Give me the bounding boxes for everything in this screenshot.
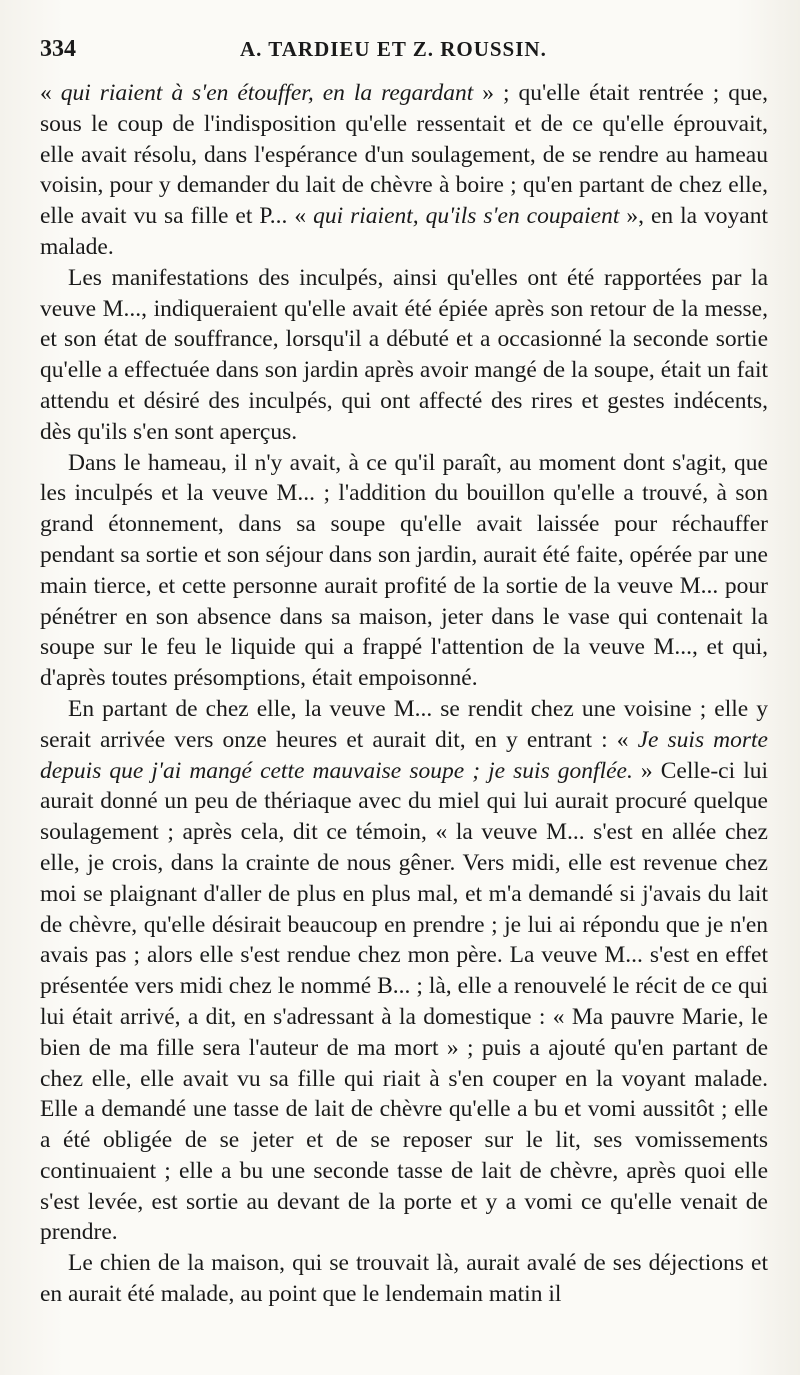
text-run: Dans le hameau, il n'y avait, à ce qu'il paraît, au moment dont s'agit, que les inculpés et la veuve M... ; l'addition du bouillon qu'elle a trouvé, à son grand étonnement, dans sa soupe qu'elle avait laissée pour réchauffer pendant sa sortie et son séjour dans son jardin, aurait été faite, opérée par une main tierce, et cette personne aurait profité de la sortie de la veuve M... pour pénétrer en son absence dans sa maison, jeter dans le vase qui contenait la soupe sur le feu le liquide qui a frappé l'attention de la veuve M..., et qui, d'après toutes présomptions, était empoisonné. bbox=[40, 449, 768, 692]
text-run: » Celle-ci lui aurait donné un peu de thériaque avec du miel qui lui aurait procuré quelque soulagement ; après cela, dit ce témoin, « la veuve M... s'est en allée chez elle, je crois, dans la crainte de nous gêner. Vers midi, elle est revenue chez moi se plaignant d'aller de plus en plus mal, et m'a demandé si j'avais du lait de chèvre, qu'elle désirait beaucoup en prendre ; je lui ai répondu que je n'en avais pas ; alors elle s'est rendue chez mon père. La veuve M... s'est en effet présentée vers midi chez le nommé B... ; là, elle a renouvelé le récit de ce qui lui était arrivé, a dit, en s'adressant à la domestique : « Ma pauvre Marie, le bien de ma fille sera l'auteur de ma mort » ; puis a ajouté qu'en partant de chez elle, elle avait vu sa fille qui riait à s'en couper en la voyant malade. Elle a demandé une tasse de lait de chèvre qu'elle a bu et vomi aussitôt ; elle a été obligée de se jeter et de se reposer sur le lit, ses vomissements continuaient ; elle a bu une seconde tasse de lait de chèvre, après quoi elle s'est levée, est sortie au devant de la porte et y a vomi ce qu'elle venait de prendre. bbox=[40, 757, 769, 1246]
paragraph bbox=[40, 78, 768, 263]
paragraph bbox=[40, 448, 768, 694]
italic-text-run: Je suis morte depuis que j'ai mangé cette mauvaise soupe ; je suis gonflée. bbox=[40, 726, 768, 784]
text-run: « bbox=[40, 80, 61, 106]
text-run: », en la voyant malade. bbox=[40, 203, 768, 260]
page-number: 334 bbox=[40, 36, 76, 62]
italic-text-run: qui riaient, qu'ils s'en coupaient bbox=[313, 203, 620, 230]
paragraph bbox=[40, 263, 768, 448]
text-run: Les manifestations des inculpés, ainsi qu'elles ont été rapportées par la veuve M..., indiqueraient qu'elle avait été épiée après son retour de la messe, et son état de souffrance, lorsqu'il a débuté et a occasionné la seconde sortie qu'elle a effectuée dans son jardin après avoir mangé de la soupe, était un fait attendu et désiré des inculpés, qui ont affecté des rires et gestes indécents, dès qu'ils s'en sont aperçus. bbox=[40, 264, 768, 445]
paragraph bbox=[40, 1248, 768, 1310]
page-header bbox=[40, 36, 768, 76]
text-run: » ; qu'elle était rentrée ; que, sous le coup de l'indisposition qu'elle ressentait et de ce qu'elle éprouvait, elle avait résolu, dans l'espérance d'un soulagement, de se rendre au hameau voisin, pour y demander du lait de chèvre à boire ; qu'en partant de chez elle, elle avait vu sa fille et P... « bbox=[40, 80, 769, 230]
paragraph bbox=[40, 694, 768, 1248]
running-head: A. TARDIEU ET Z. ROUSSIN. bbox=[240, 37, 547, 61]
body-text bbox=[40, 78, 768, 1310]
italic-text-run: qui riaient à s'en étouffer, en la regardant bbox=[60, 80, 474, 106]
text-run: En partant de chez elle, la veuve M... se rendit chez une voisine ; elle y serait arrivée vers onze heures et aurait dit, en y entrant : « bbox=[40, 695, 768, 753]
text-run: Le chien de la maison, qui se trouvait là, aurait avalé de ses déjections et en aurait été malade, au point que le lendemain matin il bbox=[40, 1250, 768, 1308]
